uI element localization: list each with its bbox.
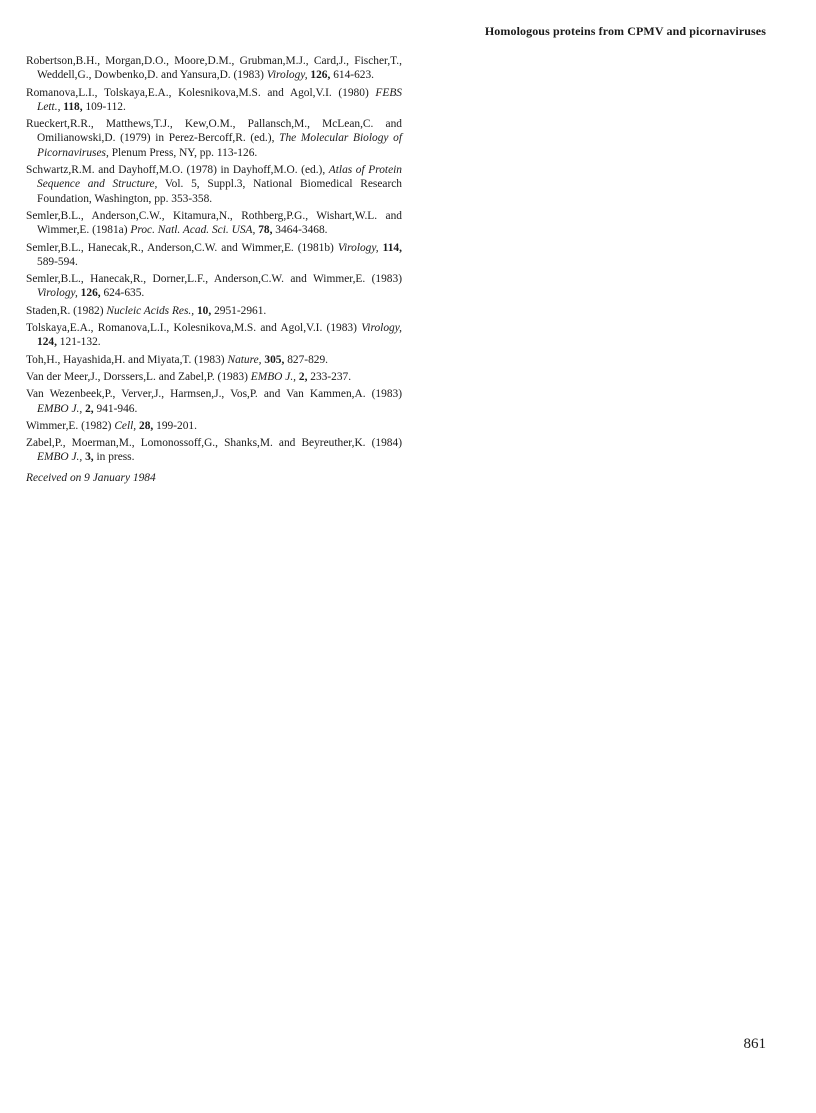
reference-entry xyxy=(26,321,402,350)
reference-journal: Virology, xyxy=(266,69,308,82)
reference-pages: 233-237. xyxy=(310,370,352,383)
reference-list xyxy=(26,54,402,485)
reference-pages: 624-635. xyxy=(103,287,145,300)
reference-volume: 10, xyxy=(196,304,212,317)
reference-authors: Tolskaya,E.A., Romanova,L.I., Kolesnikova,M.S. and Agol,V.I. (1983) xyxy=(26,322,357,335)
reference-authors: Romanova,L.I., Tolskaya,E.A., Kolesnikova,M.S. and Agol,V.I. (1980) xyxy=(26,86,369,99)
reference-volume: 78, xyxy=(258,224,273,237)
reference-pages: 199-201. xyxy=(156,419,197,432)
received-date: Received on 9 January 1984 xyxy=(26,471,156,484)
reference-journal: EMBO J., xyxy=(37,402,83,415)
reference-entry xyxy=(26,241,402,270)
reference-authors: Semler,B.L., Hanecak,R., Dorner,L.F., Anderson,C.W. and Wimmer,E. (1983) xyxy=(26,273,402,286)
reference-volume: 305, xyxy=(264,353,285,366)
page-number: 861 xyxy=(743,1036,766,1052)
reference-volume: 126, xyxy=(310,69,331,82)
reference-entry xyxy=(26,419,402,433)
reference-pages: 2951-2961. xyxy=(214,304,267,317)
reference-entry xyxy=(26,304,402,318)
reference-volume: 126, xyxy=(80,287,101,300)
reference-authors: Robertson,B.H., Morgan,D.O., Moore,D.M., Grubman,M.J., Card,J., Fischer,T., Weddell,G., Dowbenko,D. and Yansura,D. (1983) xyxy=(26,55,402,82)
reference-entry xyxy=(26,272,402,301)
reference-entry xyxy=(26,436,402,465)
reference-pages: 941-946. xyxy=(96,402,138,415)
reference-journal: EMBO J., xyxy=(37,451,83,464)
reference-authors: Semler,B.L., Anderson,C.W., Kitamura,N., Rothberg,P.G., Wishart,W.L. and Wimmer,E. (1981a) xyxy=(26,209,402,237)
reference-authors: Zabel,P., Moerman,M., Lomonossoff,G., Shanks,M. and Beyreuther,K. (1984) xyxy=(26,437,402,450)
reference-authors: Wimmer,E. (1982) xyxy=(26,419,112,432)
reference-journal: Nature, xyxy=(227,353,262,366)
reference-volume: 124, xyxy=(37,336,57,349)
reference-journal: FEBS Lett., xyxy=(37,86,402,113)
reference-volume: 114, xyxy=(382,241,402,254)
reference-volume: 3, xyxy=(85,451,94,464)
reference-items xyxy=(26,54,402,465)
reference-entry xyxy=(26,86,402,115)
reference-pages: 589-594. xyxy=(37,255,78,268)
running-header: Homologous proteins from CPMV and picornaviruses xyxy=(484,24,766,38)
reference-pages: 109-112. xyxy=(85,100,126,113)
reference-authors: Schwartz,R.M. and Dayhoff,M.O. (1978) in Dayhoff,M.O. (ed.), xyxy=(26,164,326,177)
reference-volume: 28, xyxy=(139,419,154,432)
reference-authors: Toh,H., Hayashida,H. and Miyata,T. (1983) xyxy=(26,353,225,366)
reference-entry xyxy=(26,117,402,160)
reference-entry xyxy=(26,353,402,367)
reference-authors: Rueckert,R.R., Matthews,T.J., Kew,O.M., Pallansch,M., McLean,C. and Omilianowski,D. (1979) in Perez-Bercoff,R. (ed.), xyxy=(26,118,402,145)
reference-journal: Virology, xyxy=(361,322,402,335)
reference-pages: 121-132. xyxy=(59,336,101,349)
reference-authors: Staden,R. (1982) xyxy=(26,304,104,317)
reference-pages: 827-829. xyxy=(287,353,329,366)
reference-journal: Proc. Natl. Acad. Sci. USA, xyxy=(130,224,256,237)
reference-pages: in press. xyxy=(96,451,135,464)
reference-authors: Van der Meer,J., Dorssers,L. and Zabel,P. (1983) xyxy=(26,370,248,383)
reference-journal: Virology, xyxy=(337,241,379,254)
reference-entry xyxy=(26,209,402,238)
reference-entry xyxy=(26,54,402,83)
reference-journal: The Molecular Biology of Picornaviruses, xyxy=(37,132,402,159)
reference-pages: Plenum Press, NY, pp. 113-126. xyxy=(111,146,258,159)
reference-journal: EMBO J., xyxy=(250,370,297,383)
reference-authors: Semler,B.L., Hanecak,R., Anderson,C.W. and Wimmer,E. (1981b) xyxy=(26,241,334,254)
reference-volume: 2, xyxy=(298,370,308,383)
reference-pages: 614-623. xyxy=(333,69,375,82)
reference-pages: 3464-3468. xyxy=(275,224,328,237)
reference-entry xyxy=(26,370,402,384)
reference-entry xyxy=(26,163,402,206)
reference-entry xyxy=(26,387,402,416)
reference-journal: Nucleic Acids Res., xyxy=(106,304,195,317)
reference-pages: Vol. 5, Suppl.3, National Biomedical Research Foundation, Washington, pp. 353-358. xyxy=(37,178,402,205)
reference-volume: 118, xyxy=(63,100,83,113)
reference-volume: 2, xyxy=(85,402,94,415)
reference-authors: Van Wezenbeek,P., Verver,J., Harmsen,J., Vos,P. and Van Kammen,A. (1983) xyxy=(26,388,402,401)
reference-journal: Virology, xyxy=(37,287,78,300)
reference-journal: Cell, xyxy=(114,419,137,432)
reference-journal: Atlas of Protein Sequence and Structure, xyxy=(37,164,402,191)
